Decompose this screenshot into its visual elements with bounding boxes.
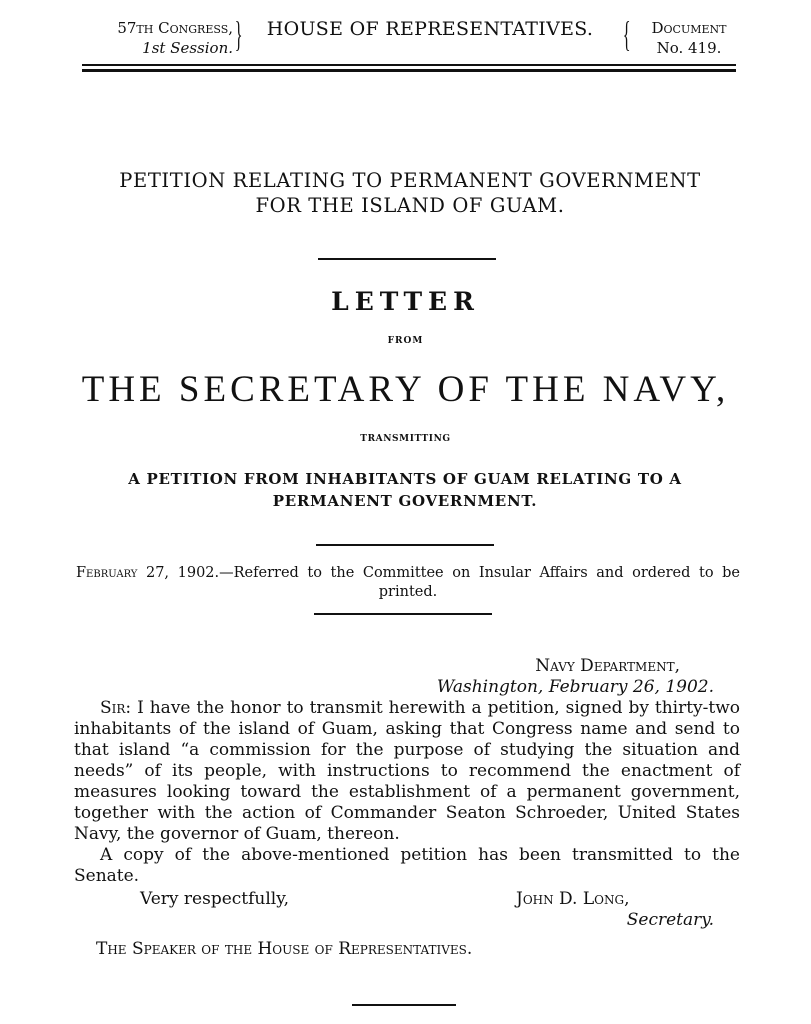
divider-rule <box>352 1004 456 1006</box>
transmitting-label: TRANSMITTING <box>360 434 451 444</box>
title-line-1: PETITION RELATING TO PERMANENT GOVERNMENT <box>119 169 701 192</box>
divider-rule <box>318 258 496 260</box>
petition-heading-line-2: PERMANENT GOVERNMENT. <box>272 492 538 510</box>
referral-date: February 27, 1902. <box>76 565 220 581</box>
congress-session <box>78 18 233 58</box>
salutation: Sir: <box>100 698 132 718</box>
session-label: 1st Session. <box>142 39 233 57</box>
addressee: The Speaker of the House of Representatives. <box>96 939 473 959</box>
letter-paragraph <box>74 698 740 845</box>
signature-row <box>74 889 740 910</box>
divider-rule <box>314 613 492 615</box>
document-title <box>60 168 760 218</box>
letter-body <box>74 656 740 960</box>
secretary-heading: THE SECRETARY OF THE NAVY, <box>81 369 730 410</box>
divider-rule <box>316 544 494 546</box>
title-line-2: FOR THE ISLAND OF GUAM. <box>255 194 565 217</box>
signer-name: John D. Long, <box>516 889 630 909</box>
left-brace: } <box>234 14 243 54</box>
document-number <box>638 18 740 58</box>
signer-title: Secretary. <box>626 910 714 930</box>
referral-text: —Referred to the Committee on Insular Affairs and ordered to be printed. <box>219 565 740 600</box>
house-label: HOUSE OF REPRESENTATIVES. <box>266 18 594 40</box>
right-brace: { <box>622 14 631 54</box>
document-header <box>78 14 740 64</box>
from-label: FROM <box>387 336 424 346</box>
congress-label: 57th Congress, <box>117 19 233 37</box>
department-line: Navy Department, <box>535 656 680 676</box>
petition-heading-line-1: A PETITION FROM INHABITANTS OF GUAM RELATING TO A <box>128 470 682 488</box>
closing: Very respectfully, <box>140 889 289 909</box>
paragraph-1-text: I have the honor to transmit herewith a petition, signed by thirty-two inhabitants of the island of Guam, asking that Congress name and send to that island “a commission for the purpose of studying the situation and needs” of its people, with instructions to recommend the enactment of measures looking toward the establishment of a permanent government, together with the action of Commander Seaton Schroeder, United States Navy, the governor of Guam, thereon. <box>74 698 740 844</box>
letter-heading: LETTER <box>331 287 480 316</box>
document-label: Document <box>651 19 727 37</box>
petition-heading <box>70 468 740 512</box>
document-no: No. 419. <box>656 39 722 57</box>
header-rule <box>82 64 736 72</box>
dateline: Washington, February 26, 1902. <box>436 677 714 697</box>
letter-paragraph: A copy of the above-mentioned petition has been transmitted to the Senate. <box>74 845 740 886</box>
referral-note <box>76 564 740 602</box>
